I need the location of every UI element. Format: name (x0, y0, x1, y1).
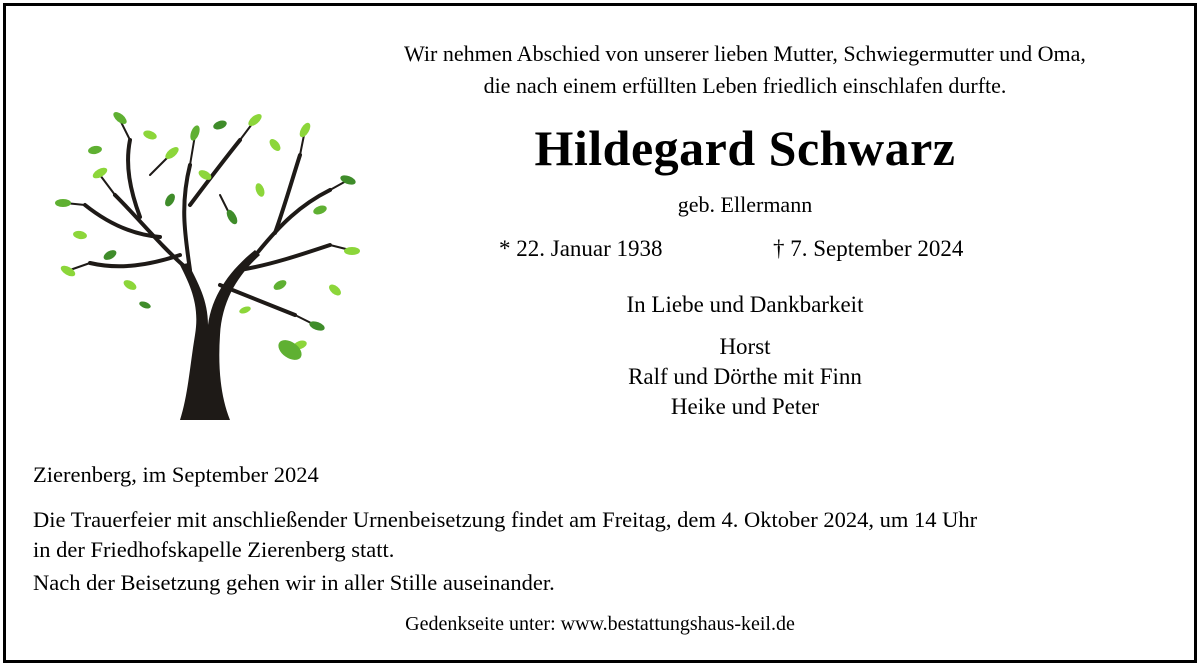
memorial-page-link[interactable]: Gedenkseite unter: www.bestattungshaus-keil.de (405, 613, 795, 635)
family-member: Horst (719, 334, 771, 359)
farewell-phrase: In Liebe und Dankbarkeit (626, 292, 864, 317)
death-date: † 7. September 2024 (773, 236, 964, 261)
intro-line-2: die nach einem erfüllten Leben friedlich einschlafen durfte. (483, 73, 1007, 98)
birth-date: * 22. Januar 1938 (499, 236, 663, 261)
intro-text (300, 38, 1190, 102)
service-line-2: in der Friedhofskapelle Zierenberg statt. (33, 537, 395, 562)
family-list (300, 332, 1190, 422)
deceased-name: Hildegard Schwarz (534, 120, 956, 176)
after-note: Nach der Beisetzung gehen wir in aller Stille auseinander. (33, 570, 555, 595)
place-date: Zierenberg, im September 2024 (33, 462, 319, 487)
service-line-1: Die Trauerfeier mit anschließender Urnenbeisetzung findet am Freitag, dem 4. Oktober 2024, um 14 Uhr (33, 507, 978, 532)
family-member: Ralf und Dörthe mit Finn (628, 364, 862, 389)
intro-line-1: Wir nehmen Abschied von unserer lieben Mutter, Schwiegermutter und Oma, (404, 41, 1086, 66)
service-info (33, 505, 1163, 565)
maiden-name: geb. Ellermann (677, 192, 813, 217)
family-member: Heike und Peter (670, 394, 820, 419)
